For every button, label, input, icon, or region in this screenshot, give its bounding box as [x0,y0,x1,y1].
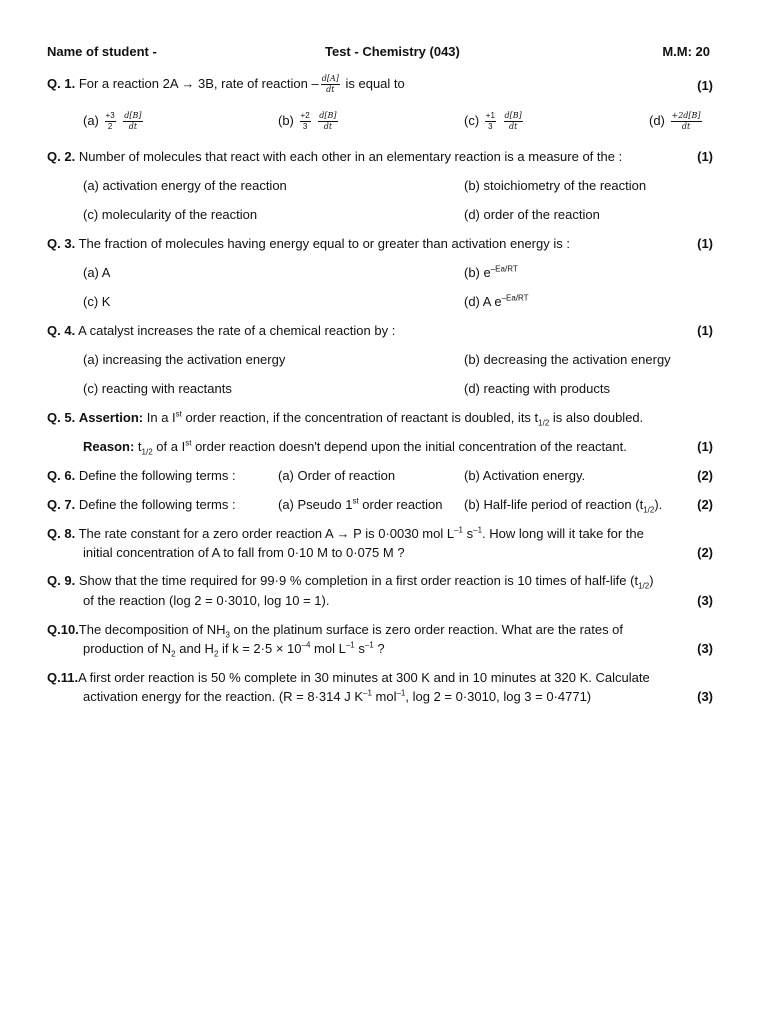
question-number: Q.11. [47,670,79,685]
question-number: Q. 2. [47,149,76,164]
option-c: (c) K [83,294,111,309]
reason: Reason: $t_{1/2}$ of a Ist order reaction doesn't depend upon the initial concentration of the reactant. [83,438,627,457]
term-b: (b) Activation energy. [464,468,586,483]
marks: (3) [697,641,713,656]
deriv-fraction: $\frac{d[B]}{dt}$ [124,111,142,131]
question-number: Q. 4. [47,323,76,338]
option-a: (a) $\frac{+3}{2}$ $\frac{d[B]}{dt}$ [83,111,142,131]
option-b: (b) $e^{-Ea/RT}$ [464,264,518,280]
question-8-line-2: initial concentration of A to fall from 0·10 M to 0·075 M ? [83,545,405,560]
term-a: (a) Order of reaction [278,468,396,483]
question-2 [47,150,622,165]
assertion-label: Assertion: [78,410,144,425]
reason-label: Reason: [83,439,135,454]
option-d: (d) order of the reaction [464,207,600,222]
question-3 [47,237,570,252]
term-b: (b) Half-life period of reaction $(t_{1/2})$. [464,497,663,515]
option-a: (a) increasing the activation energy [83,352,286,367]
marks: (3) [697,593,713,608]
question-8: Q. 8. The rate constant for a zero order reaction A → P is 0·0030 mol $L^{-1}$ $s^{-1}$. How long will it take for the [47,525,644,541]
marks: (2) [697,468,713,483]
question-5: Q. 5. Assertion: In a Ist order reaction, if the concentration of reactant is doubled, its $t_{1/2}$ is also doubled. [47,409,644,428]
option-c: (c) molecularity of the reaction [83,207,258,222]
option-c: (c) $\frac{+1}{3}$ $\frac{d[B]}{dt}$ [464,111,522,131]
rate-fraction: $\frac{d[A]}{dt}$ [321,74,339,94]
coef-fraction: $\frac{+1}{3}$ [485,111,495,131]
question-11: Q.11.A first order reaction is 50 % complete in 30 minutes at 300 K and in 10 minutes at 320 K. Calculate [47,670,650,685]
question-number: Q. 7. [47,497,76,512]
option-d: (d) $\frac{+2d[B]}{dt}$ [649,111,701,131]
marks: (2) [697,545,713,560]
option-b: (b) decreasing the activation energy [464,352,671,367]
marks: (1) [697,439,713,454]
question-number: Q. 3. [47,236,76,251]
question-text: Define the following terms : [78,468,236,483]
question-text: For a reaction 2A → 3B, rate of reaction – [78,75,319,91]
marks: (1) [697,236,713,251]
coef-fraction: $\frac{+2}{3}$ [300,111,310,131]
question-number: Q. 5. [47,410,76,425]
question-text: Number of molecules that react with each other in an elementary reaction is a measure of the : [78,149,623,164]
question-text: Define the following terms : [78,497,236,512]
option-b: (b) stoichiometry of the reaction [464,178,647,193]
marks: (1) [697,323,713,338]
question-text: The fraction of molecules having energy equal to or greater than activation energy is : [78,236,570,251]
deriv-fraction: $\frac{d[B]}{dt}$ [504,111,522,131]
marks: (3) [697,689,713,704]
deriv-fraction: $\frac{+2d[B]}{dt}$ [671,111,701,131]
option-c: (c) reacting with reactants [83,381,232,396]
student-name-label: Name of student - [47,44,157,59]
question-10-line-2: production of $N_2$ and $H_2$ if $k = 2\cdot 5 \times 10^{-4}$ mol $L^{-1}$ $s^{-1}$ ? [83,640,385,659]
question-4 [47,324,395,339]
option-a: (a) A [83,265,111,280]
option-d: (d) reacting with products [464,381,610,396]
marks: (2) [697,497,713,512]
question-7 [47,498,236,513]
term-a: (a) Pseudo 1st order reaction [278,496,443,512]
option-d: (d) A $e^{-Ea/RT}$ [464,293,529,309]
option-a: (a) activation energy of the reaction [83,178,287,193]
question-number: Q. 9. [47,573,76,588]
question-number: Q. 6. [47,468,76,483]
question-1: Q. 1. For a reaction 2A → 3B, rate of reaction – $\frac{d[A]}{dt}$ is equal to [47,74,405,94]
option-b: (b) $\frac{+2}{3}$ $\frac{d[B]}{dt}$ [278,111,337,131]
question-10: Q.10.The decomposition of $NH_3$ on the platinum surface is zero order reaction. What are the rates of [47,622,624,640]
question-number: Q.10. [47,622,79,637]
marks: (1) [697,149,713,164]
deriv-fraction: $\frac{d[B]}{dt}$ [319,111,337,131]
marks: (1) [697,78,713,93]
max-marks: M.M: 20 [662,44,710,59]
question-text: A catalyst increases the rate of a chemical reaction by : [78,323,396,338]
question-11-line-2: activation energy for the reaction. (R = 8·314 J $K^{-1}$ mol$^{-1}$, log 2 = 0·3010, log 3 = 0·4771) [83,688,592,704]
question-9: Q. 9. Show that the time required for 99·9 % completion in a first order reaction is 10 times of half-life $(t_{1/2})$ [47,573,654,591]
question-number: Q. 1. [47,75,76,91]
coef-fraction: $\frac{+3}{2}$ [105,111,115,131]
question-6 [47,469,236,484]
test-title: Test - Chemistry (043) [325,44,460,59]
question-9-line-2: of the reaction (log 2 = 0·3010, log 10 = 1). [83,593,330,608]
question-number: Q. 8. [47,526,76,541]
